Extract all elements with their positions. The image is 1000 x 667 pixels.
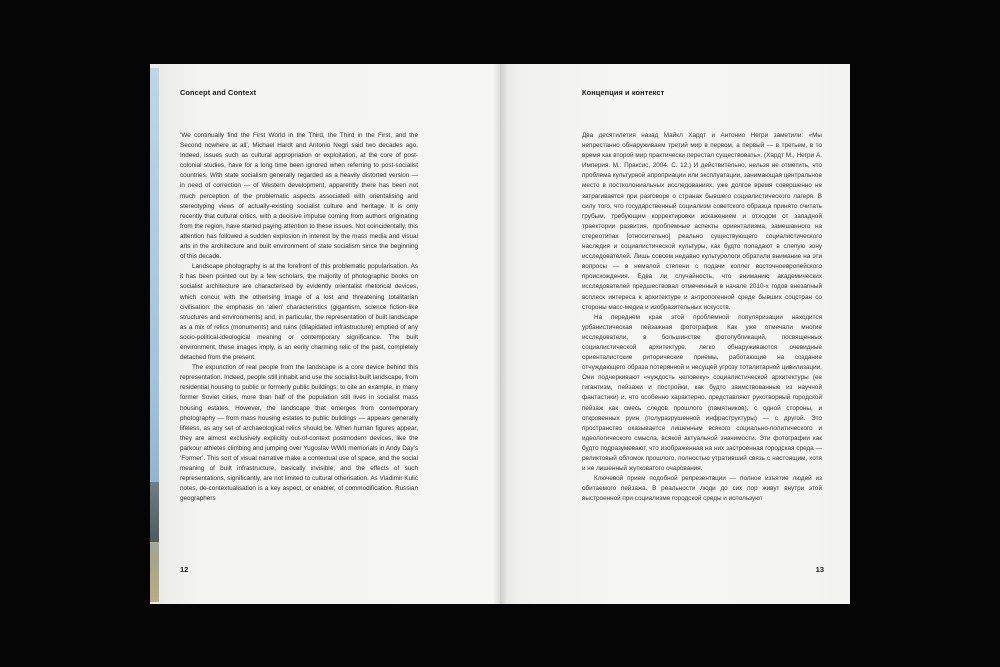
book-spread: [150, 64, 850, 604]
paragraph: Ключевой прием подобной репрезентации — полное изъятие людей из обитаемого пейзажа. В реальности люди до сих пор живут внутри этой выстроенной при социализме городской среды и используют: [582, 475, 822, 503]
paragraph: Landscape photography is at the forefront of this problematic popularisation. As it has been pointed out by a few scholars, the majority of photographic books on socialist architecture are characterised by evidently orientalist rhetorical devices, which concur with the otherising image of a lost and threatening totalitarian civilisation: the emphasis on ‘alien’ characteristics (gigantism, science fiction-like structures and environments) and, in particular, the representation of built landscape as a mix of relics (monuments) and ruins (dilapidated infrastructure) emptied of any socio-political-ideological meaning or contemporary significance. The built environment, these images imply, is an eerily charming relic of the past, completely detached from the present.: [180, 263, 418, 362]
right-running-header: Концепция и контекст: [582, 88, 665, 97]
book-gutter: [493, 64, 507, 604]
right-page: [500, 64, 850, 604]
left-running-header: Concept and Context: [180, 88, 257, 97]
paragraph: Два десятилетия назад Майкл Хардт и Антонио Негри заметили: «Мы непрестанно обнаруживаем третий мир в первом, а первый — в третьем, в то время как второй мир практически перестал существовать». (Хардт М., Негри А. Империя. М.: Праксис, 2004. С. 12.) И действительно, нельзя не отметить, что проблема культурной апроприации или эксплуатации, занимающая центральное место в постколониальных исследованиях, уже долгое время совершенно не затрагивается при разговоре о странах бывшего социалистического лагеря. В силу того, что государственный социализм советского образца принято считать грубым, требующим корректировки искажением и отходом от западной траектории развития, проблемные аспекты ориентализма, замешанного на стереотипах [относительно] реально существующего социалистического наследия и социалистической культуры, как будто попадают в слепую зону исследователей. Лишь совсем недавно культурологи обратили внимание на эти вопросы — в немалой степени с подачи коллег восточноевропейского происхождения. Едва ли случайность, что вниманию академических исследователей предшествовал отмеченный в начале 2010-х годов внезапный всплеск интереса к архитектуре и антропогенной среде бывших соцстран со стороны масс-медиа и изобразительных искусств.: [582, 132, 822, 311]
right-body-text: [582, 131, 822, 504]
paragraph: The expunction of real people from the landscape is a core device behind this representation. Indeed, people still inhabit and use the socialist-built landscape, from residential housing to public or formerly public buildings: to cite an example, in many former Soviet cities, more than half of the population still lives in socialist mass housing estates. However, the landscape that emerges from contemporary photography — from mass housing estates to public buildings — appears generally lifeless, as any set of archaeological relics should be. When human figures appear, they are almost exclusively explicitly out-of-context postmodern devices, like the parkour athletes climbing and jumping over Yugoslav WWII memorials in Andy Day’s ‘Former’. This sort of visual narrative make a contextual use of space, and the social meaning of built infrastructure, basically invisible; and the effects of such representations, significantly, are not limited to cultural otherisation. As Vladimir Kulić notes, de-contextualisation is a key aspect, or enabler, of commodification. Russian geographers: [180, 364, 418, 503]
left-page: [150, 64, 500, 604]
right-page-number: 13: [815, 565, 824, 574]
left-page-number: 12: [180, 565, 189, 574]
paragraph: На переднем крае этой проблемной популяризации находится урбанистическая пейзажная фотография. Как уже отмечали многие исследователи, в большинстве фотопубликаций, посвященных социалистической архитектуре, легко обнаруживаются очевидные ориенталистские риторические приемы, работающие на создание отчуждающего образа потерянной и несущей угрозу тоталитарной цивилизации. Они подчеркивают «чуждость человеку» социалистической архитектуры (ее гигантизм, пейзажи и постройки, как будто заимствованные из научной фантастики) и, что особенно характерно, представляют рукотворный городской пейзаж как смесь следов прошлого (памятников), с одной стороны, и откровенных руин (полуразрушенной инфраструктуры) — с другой. Это пространство оказывается лишенным всякого социально-политического и идеологического смысла, всякой актуальной значимости. Эти фотографии как будто подразумевают, что изображенная на них застроенная городская среда — реликтовый обломок прошлого, полностью утративший связь с настоящим, хотя и не лишенный жутковатого очарования.: [582, 313, 822, 473]
paragraph: ‘We continually find the First World in the Third, the Third in the First, and the Second nowhere at all’, Michael Hardt and Antonio Negri said two decades ago. Indeed, issues such as cultural appropriation or exploitation, at the core of post-colonial studies, have for a long time been ignored when referring to post-socialist countries. With state socialism generally regarded as a heavily distorted version — in need of correction — of Western development, apparently there has been not much perception of the problematic aspects associated with orientalising and stereotyping views of actually-existing socialist culture and heritage. It is only recently that cultural critics, with a decisive impulse coming from authors originating from the region, have started paying attention to these issues. Not coincidentally, this attention has followed a sudden explosion in interest by the mass media and visual arts in the architecture and built environment of state socialism since the beginning of this decade.: [180, 132, 418, 261]
cover-photo-edge: [150, 68, 159, 602]
left-body-text: [180, 131, 418, 504]
